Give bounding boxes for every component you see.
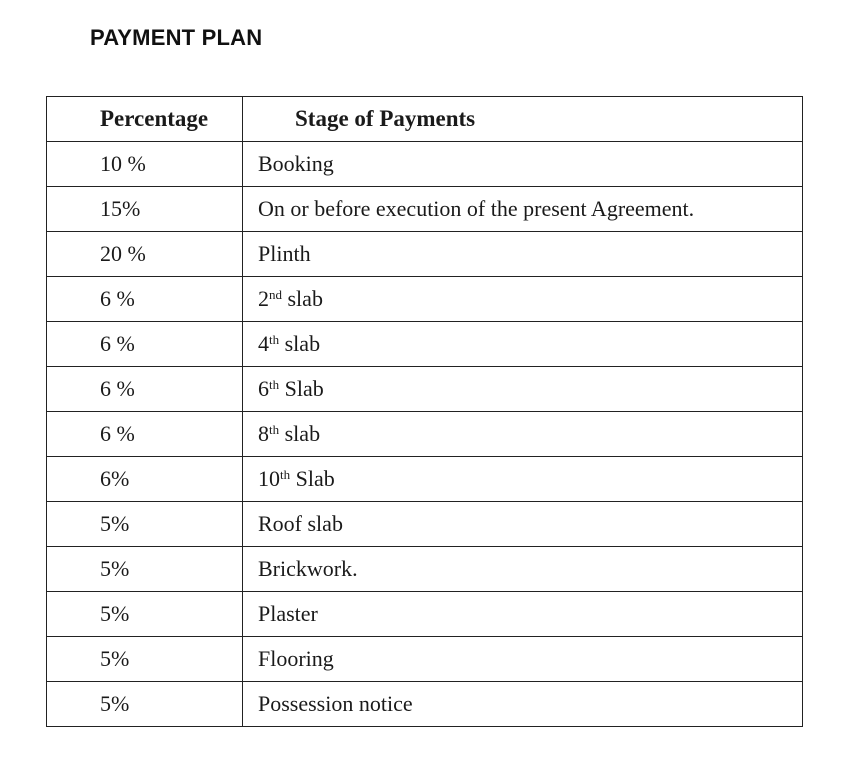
percentage-cell: 5%	[47, 682, 243, 727]
table-row	[47, 412, 803, 457]
percentage-cell: 5%	[47, 637, 243, 682]
percentage-cell: 10 %	[47, 142, 243, 187]
stage-cell: Booking	[243, 142, 803, 187]
ordinal-suffix: th	[280, 467, 291, 482]
stage-number: 2	[258, 286, 269, 311]
stage-cell: Brickwork.	[243, 547, 803, 592]
stage-cell	[243, 277, 803, 322]
column-header-stage: Stage of Payments	[243, 97, 803, 142]
table-row	[47, 592, 803, 637]
stage-number: 10	[258, 466, 280, 491]
percentage-cell: 5%	[47, 502, 243, 547]
ordinal-suffix: th	[269, 332, 280, 347]
stage-cell	[243, 367, 803, 412]
table-row	[47, 547, 803, 592]
table-header-row	[47, 97, 803, 142]
table-row	[47, 277, 803, 322]
column-header-percentage: Percentage	[47, 97, 243, 142]
stage-text: Slab	[279, 376, 324, 401]
table-row	[47, 322, 803, 367]
stage-number: 4	[258, 331, 269, 356]
table-row	[47, 682, 803, 727]
stage-cell	[243, 457, 803, 502]
table-row	[47, 142, 803, 187]
page-title: PAYMENT PLAN	[90, 25, 263, 50]
stage-cell	[243, 322, 803, 367]
stage-text: slab	[279, 421, 321, 446]
percentage-cell: 6 %	[47, 322, 243, 367]
ordinal-suffix: th	[269, 377, 280, 392]
percentage-cell: 6 %	[47, 367, 243, 412]
percentage-cell: 6%	[47, 457, 243, 502]
stage-cell: Roof slab	[243, 502, 803, 547]
stage-cell	[243, 412, 803, 457]
table-row	[47, 502, 803, 547]
percentage-cell: 20 %	[47, 232, 243, 277]
percentage-cell: 5%	[47, 547, 243, 592]
table-row	[47, 232, 803, 277]
table-row	[47, 187, 803, 232]
table-row	[47, 637, 803, 682]
stage-text: slab	[282, 286, 323, 311]
percentage-cell: 6 %	[47, 412, 243, 457]
stage-cell: Plinth	[243, 232, 803, 277]
stage-number: 8	[258, 421, 269, 446]
stage-cell: Plaster	[243, 592, 803, 637]
percentage-cell: 6 %	[47, 277, 243, 322]
stage-cell: Flooring	[243, 637, 803, 682]
stage-text: Slab	[290, 466, 335, 491]
stage-number: 6	[258, 376, 269, 401]
stage-text: slab	[279, 331, 321, 356]
ordinal-suffix: nd	[269, 287, 282, 302]
stage-cell: On or before execution of the present Agreement.	[243, 187, 803, 232]
percentage-cell: 5%	[47, 592, 243, 637]
ordinal-suffix: th	[269, 422, 280, 437]
percentage-cell: 15%	[47, 187, 243, 232]
stage-cell: Possession notice	[243, 682, 803, 727]
payment-plan-table	[46, 96, 803, 727]
table-row	[47, 457, 803, 502]
table-row	[47, 367, 803, 412]
